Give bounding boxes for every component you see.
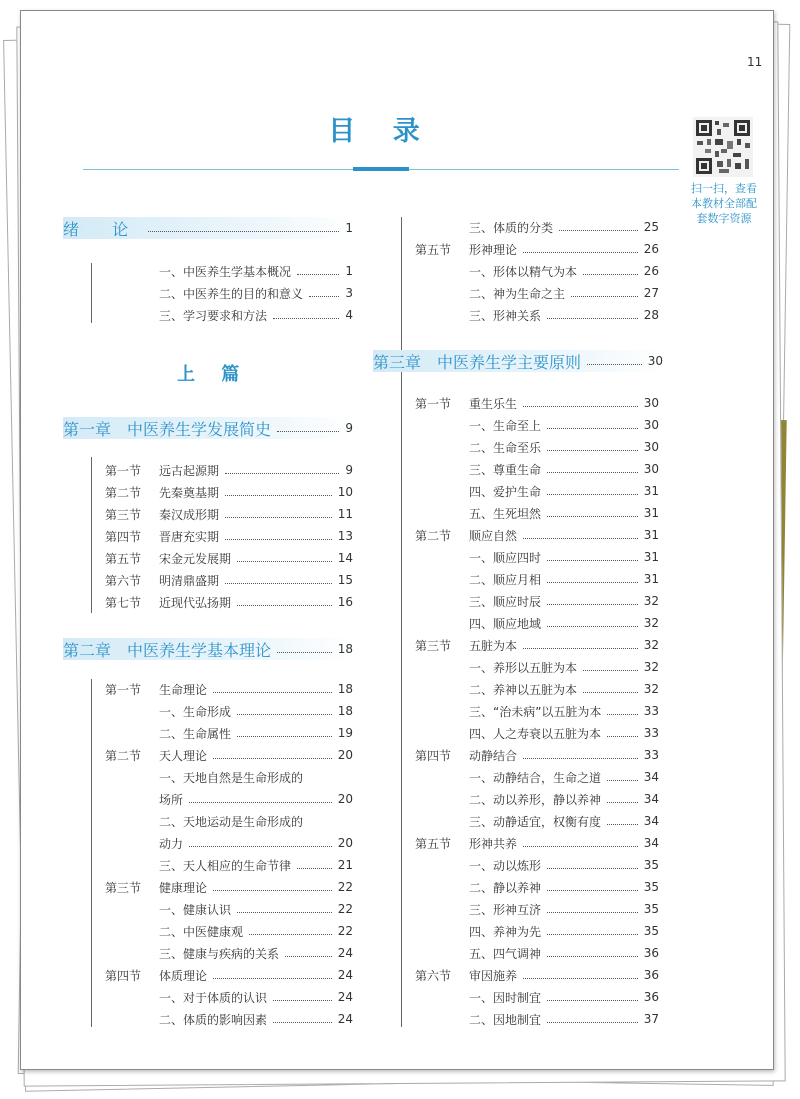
toc-subsection-entry[interactable] (415, 305, 659, 325)
entry-page-number: 28 (643, 308, 659, 322)
entry-label: 四、顺应地域 (469, 616, 542, 631)
section-number: 第六节 (415, 968, 452, 983)
leader-dots (213, 758, 332, 759)
entry-label: 二、因地制宜 (469, 1012, 542, 1027)
chapter-page-number: 18 (337, 642, 353, 656)
toc-subsection-entry[interactable] (415, 855, 659, 875)
leader-dots (237, 605, 332, 606)
chapter-title: 第二章 中医养生学基本理论 (63, 640, 272, 660)
toc-subsection-entry[interactable] (111, 283, 353, 303)
leader-dots (523, 846, 638, 847)
toc-subsection-entry[interactable] (111, 261, 353, 281)
entry-label: 一、动静结合，生命之道 (469, 770, 602, 785)
entry-page-number: 35 (643, 902, 659, 916)
leader-dots (587, 364, 642, 365)
entry-label: 一、顺应四时 (469, 550, 542, 565)
toc-subsection-entry[interactable] (105, 701, 353, 721)
leader-dots (607, 824, 638, 825)
leader-dots (523, 538, 638, 539)
entry-page-number: 24 (337, 968, 353, 982)
leader-dots (547, 934, 638, 935)
leader-dots (547, 450, 638, 451)
leader-dots (189, 846, 332, 847)
leader-dots (583, 692, 638, 693)
section-number: 第四节 (105, 529, 142, 544)
entry-label: 二、体质的影响因素 (159, 1012, 268, 1027)
entry-page-number: 27 (643, 286, 659, 300)
entry-page-number: 20 (337, 836, 353, 850)
leader-dots (249, 934, 332, 935)
entry-page-number: 30 (643, 418, 659, 432)
leader-dots (547, 582, 638, 583)
entry-page-number: 22 (337, 924, 353, 938)
section-number: 第七节 (105, 595, 142, 610)
entry-page-number: 26 (643, 242, 659, 256)
entry-page-number: 9 (345, 463, 353, 477)
toc-subsection-entry[interactable] (415, 1009, 659, 1029)
section-number: 第一节 (415, 396, 452, 411)
toc-subsection-entry[interactable] (415, 481, 659, 501)
toc-section-entry[interactable] (105, 526, 353, 546)
chapter-title: 第三章 中医养生学主要原则 (373, 352, 582, 372)
entry-page-number: 32 (643, 638, 659, 652)
leader-dots (225, 495, 332, 496)
section-number: 第二节 (105, 748, 142, 763)
entry-label: 三、健康与疾病的关系 (159, 946, 280, 961)
entry-label: 三、形神互济 (469, 902, 542, 917)
toc-subsection-entry[interactable] (415, 261, 659, 281)
toc-section-entry[interactable] (415, 393, 659, 413)
toc-subsection-entry[interactable] (415, 987, 659, 1007)
section-number: 第一节 (105, 463, 142, 478)
toc-section-entry[interactable] (105, 548, 353, 568)
entry-label: 二、神为生命之主 (469, 286, 566, 301)
toc-section-entry[interactable] (105, 504, 353, 524)
chapter-2[interactable] (63, 638, 353, 660)
entry-page-number: 33 (643, 704, 659, 718)
leader-dots (523, 978, 638, 979)
entry-page-number: 18 (337, 704, 353, 718)
entry-page-number: 34 (643, 836, 659, 850)
entry-page-number: 13 (337, 529, 353, 543)
entry-label: 二、生命属性 (159, 726, 232, 741)
entry-page-number: 31 (643, 572, 659, 586)
chapter1-guide-line (91, 457, 92, 613)
toc-subsection-entry[interactable] (105, 899, 353, 919)
chapter-title: 绪 论 (63, 219, 143, 239)
entry-label: 三、“治未病”以五脏为本 (469, 704, 602, 719)
entry-page-number: 36 (643, 946, 659, 960)
toc-section-entry[interactable] (105, 745, 353, 765)
entry-label: 一、健康认识 (159, 902, 232, 917)
entry-page-number: 30 (643, 440, 659, 454)
leader-dots (547, 428, 638, 429)
entry-label: 一、对于体质的认识 (159, 990, 268, 1005)
entry-page-number: 24 (337, 946, 353, 960)
toc-subsection-entry[interactable] (111, 305, 353, 325)
entry-label: 三、动静适宜，权衡有度 (469, 814, 602, 829)
leader-dots (225, 473, 339, 474)
toc-section-entry[interactable] (105, 570, 353, 590)
leader-dots (607, 802, 638, 803)
leader-dots (547, 626, 638, 627)
leader-dots (607, 714, 637, 715)
entry-label: 二、养神以五脏为本 (469, 682, 578, 697)
entry-label: 四、人之寿衰以五脏为本 (469, 726, 602, 741)
entry-page-number: 32 (643, 616, 659, 630)
entry-page-number: 32 (643, 594, 659, 608)
entry-label: 一、形体以精气为本 (469, 264, 578, 279)
toc-subsection-entry[interactable] (415, 591, 659, 611)
entry-label: 体质理论 (159, 968, 208, 983)
toc-section-entry[interactable] (105, 482, 353, 502)
entry-page-number: 35 (643, 858, 659, 872)
entry-page-number: 15 (337, 573, 353, 587)
leader-dots (213, 692, 332, 693)
leader-dots (559, 230, 638, 231)
leader-dots (547, 1022, 638, 1023)
entry-label: 二、静以养神 (469, 880, 542, 895)
toc-subsection-entry[interactable] (415, 789, 659, 809)
entry-page-number: 31 (643, 550, 659, 564)
leader-dots (547, 868, 638, 869)
entry-page-number: 31 (643, 484, 659, 498)
toc-section-entry[interactable] (415, 525, 659, 545)
toc-subsection-entry[interactable] (105, 723, 353, 743)
leader-dots (547, 890, 638, 891)
section-number: 第三节 (105, 880, 142, 895)
toc-subsection-entry[interactable] (415, 613, 659, 633)
toc-subsection-entry[interactable] (415, 899, 659, 919)
entry-page-number: 31 (643, 506, 659, 520)
leader-dots (297, 868, 332, 869)
qr-caption: 扫一扫，查看本教材全部配套数字资源 (691, 182, 757, 225)
leader-dots (213, 978, 332, 979)
entry-label: 重生乐生 (469, 396, 518, 411)
entry-page-number: 30 (643, 396, 659, 410)
entry-label: 三、顺应时辰 (469, 594, 542, 609)
entry-page-number: 18 (337, 682, 353, 696)
toc-section-entry[interactable] (415, 965, 659, 985)
toc-section-entry[interactable] (105, 679, 353, 699)
toc-subsection-entry[interactable] (105, 811, 353, 831)
leader-dots (607, 780, 638, 781)
leader-dots (547, 956, 638, 957)
entry-label: 三、学习要求和方法 (159, 308, 268, 323)
entry-label: 一、生命形成 (159, 704, 232, 719)
entry-page-number: 26 (643, 264, 659, 278)
entry-label: 一、因时制宜 (469, 990, 542, 1005)
leader-dots (285, 956, 332, 957)
entry-page-number: 35 (643, 924, 659, 938)
entry-label: 健康理论 (159, 880, 208, 895)
entry-label: 远古起源期 (159, 463, 220, 478)
toc-page (20, 10, 774, 1070)
leader-dots (237, 736, 332, 737)
part-title: 上 篇 (177, 364, 250, 385)
entry-page-number: 34 (643, 792, 659, 806)
entry-page-number: 24 (337, 990, 353, 1004)
leader-dots (583, 274, 638, 275)
entry-page-number: 14 (337, 551, 353, 565)
toc-subsection-entry[interactable] (415, 569, 659, 589)
toc-subsection-entry[interactable] (415, 415, 659, 435)
toc-subsection-entry[interactable] (415, 547, 659, 567)
leader-dots (523, 758, 638, 759)
chapter-1[interactable] (63, 417, 353, 439)
leader-dots (523, 648, 638, 649)
entry-label: 一、生命至上 (469, 418, 542, 433)
leader-dots (213, 890, 332, 891)
leader-dots (583, 670, 638, 671)
entry-page-number: 19 (337, 726, 353, 740)
entry-label: 二、中医养生的目的和意义 (159, 286, 304, 301)
entry-label: 明清鼎盛期 (159, 573, 220, 588)
section-number: 第三节 (415, 638, 452, 653)
leader-dots (309, 296, 339, 297)
entry-label: 三、形神关系 (469, 308, 542, 323)
entry-label: 二、天地运动是生命形成的 (159, 814, 304, 829)
section-number: 第六节 (105, 573, 142, 588)
entry-label: 二、顺应月相 (469, 572, 542, 587)
page-number: 11 (747, 55, 763, 69)
chapter-page-number: 9 (345, 421, 353, 435)
entry-label: 一、养形以五脏为本 (469, 660, 578, 675)
entry-page-number: 3 (345, 286, 353, 300)
entry-label: 天人理论 (159, 748, 208, 763)
leader-dots (225, 517, 332, 518)
toc-subsection-entry[interactable] (415, 723, 659, 743)
entry-label: 三、体质的分类 (469, 220, 554, 235)
entry-label: 动力 (159, 836, 184, 851)
section-number: 第四节 (105, 968, 142, 983)
leader-dots (237, 912, 332, 913)
leader-dots (297, 274, 339, 275)
leader-dots (547, 560, 638, 561)
entry-page-number: 36 (643, 990, 659, 1004)
entry-page-number: 36 (643, 968, 659, 982)
entry-label: 二、中医健康观 (159, 924, 244, 939)
entry-label: 一、中医养生学基本概况 (159, 264, 292, 279)
entry-label: 二、生命至乐 (469, 440, 542, 455)
section-number: 第五节 (415, 242, 452, 257)
chapter-3[interactable] (373, 350, 663, 372)
toc-subsection-entry[interactable] (105, 1009, 353, 1029)
entry-page-number: 4 (345, 308, 353, 322)
entry-page-number: 34 (643, 770, 659, 784)
toc-section-entry[interactable] (415, 745, 659, 765)
chapter-intro[interactable] (63, 217, 353, 239)
toc-section-entry[interactable] (415, 635, 659, 655)
entry-label: 四、爱护生命 (469, 484, 542, 499)
leader-dots (189, 802, 332, 803)
entry-page-number: 11 (337, 507, 353, 521)
entry-label: 动静结合 (469, 748, 518, 763)
entry-page-number: 22 (337, 880, 353, 894)
entry-label: 形神共养 (469, 836, 518, 851)
column-divider (401, 217, 402, 1027)
entry-label: 生命理论 (159, 682, 208, 697)
entry-label: 形神理论 (469, 242, 518, 257)
toc-subsection-entry[interactable] (415, 217, 659, 237)
section-number: 第五节 (415, 836, 452, 851)
entry-page-number: 25 (643, 220, 659, 234)
section-number: 第五节 (105, 551, 142, 566)
leader-dots (571, 296, 638, 297)
leader-dots (547, 318, 638, 319)
entry-page-number: 35 (643, 880, 659, 894)
toc-subsection-entry[interactable] (415, 459, 659, 479)
entry-page-number: 21 (337, 858, 353, 872)
entry-page-number: 1 (345, 264, 353, 278)
leader-dots (547, 516, 638, 517)
toc-subsection-entry[interactable] (415, 657, 659, 677)
leader-dots (547, 912, 638, 913)
toc-subsection-entry[interactable] (415, 811, 659, 831)
toc-section-entry[interactable] (105, 965, 353, 985)
leader-dots (273, 1000, 332, 1001)
chapter-page-number: 30 (647, 354, 663, 368)
entry-label: 近现代弘扬期 (159, 595, 232, 610)
section-number: 第三节 (105, 507, 142, 522)
leader-dots (547, 604, 638, 605)
toc-subsection-entry[interactable] (415, 943, 659, 963)
leader-dots (277, 652, 332, 653)
leader-dots (237, 714, 332, 715)
leader-dots (273, 1022, 332, 1023)
section-number: 第二节 (105, 485, 142, 500)
entry-label: 顺应自然 (469, 528, 518, 543)
entry-page-number: 30 (643, 462, 659, 476)
leader-dots (277, 431, 339, 432)
toc-subsection-entry[interactable] (105, 833, 353, 853)
chapter-page-number: 1 (345, 221, 353, 235)
entry-page-number: 31 (643, 528, 659, 542)
toc-subsection-entry[interactable] (415, 679, 659, 699)
toc-subsection-entry[interactable] (105, 921, 353, 941)
entry-label: 场所 (159, 792, 184, 807)
entry-page-number: 22 (337, 902, 353, 916)
entry-label: 四、养神为先 (469, 924, 542, 939)
intro-guide-line (91, 263, 92, 323)
toc-subsection-entry[interactable] (105, 987, 353, 1007)
entry-label: 一、动以炼形 (469, 858, 542, 873)
leader-dots (148, 231, 339, 232)
entry-page-number: 34 (643, 814, 659, 828)
entry-page-number: 20 (337, 748, 353, 762)
entry-label: 秦汉成形期 (159, 507, 220, 522)
leader-dots (547, 472, 638, 473)
entry-label: 三、天人相应的生命节律 (159, 858, 292, 873)
entry-page-number: 20 (337, 792, 353, 806)
entry-label: 五、四气调神 (469, 946, 542, 961)
leader-dots (547, 1000, 638, 1001)
toc-subsection-entry[interactable] (415, 767, 659, 787)
entry-label: 一、天地自然是生命形成的 (159, 770, 304, 785)
toc-section-entry[interactable] (415, 833, 659, 853)
entry-label: 五脏为本 (469, 638, 518, 653)
entry-page-number: 37 (643, 1012, 659, 1026)
toc-subsection-entry[interactable] (415, 921, 659, 941)
entry-label: 三、尊重生命 (469, 462, 542, 477)
section-number: 第四节 (415, 748, 452, 763)
section-number: 第一节 (105, 682, 142, 697)
chapter2-guide-line (91, 679, 92, 1027)
toc-subsection-entry[interactable] (415, 701, 659, 721)
page-title: 目 录 (328, 116, 434, 147)
toc-section-entry[interactable] (105, 460, 353, 480)
toc-subsection-entry[interactable] (105, 855, 353, 875)
toc-subsection-entry[interactable] (415, 437, 659, 457)
entry-page-number: 24 (337, 1012, 353, 1026)
toc-section-entry[interactable] (105, 592, 353, 612)
qr-code-icon[interactable] (693, 117, 753, 177)
entry-label: 宋金元发展期 (159, 551, 232, 566)
toc-section-entry[interactable] (415, 239, 659, 259)
entry-label: 二、动以养形，静以养神 (469, 792, 602, 807)
title-divider-accent (353, 167, 409, 171)
leader-dots (607, 736, 638, 737)
entry-label: 先秦奠基期 (159, 485, 220, 500)
toc-subsection-entry[interactable] (415, 503, 659, 523)
toc-subsection-entry[interactable] (105, 789, 353, 809)
toc-section-entry[interactable] (105, 877, 353, 897)
entry-page-number: 32 (643, 660, 659, 674)
leader-dots (523, 252, 638, 253)
leader-dots (225, 539, 332, 540)
entry-label: 晋唐充实期 (159, 529, 220, 544)
toc-subsection-entry[interactable] (415, 877, 659, 897)
toc-subsection-entry[interactable] (415, 283, 659, 303)
toc-subsection-entry[interactable] (105, 767, 353, 787)
section-number: 第二节 (415, 528, 452, 543)
entry-page-number: 16 (337, 595, 353, 609)
leader-dots (273, 318, 339, 319)
entry-page-number: 33 (643, 748, 659, 762)
entry-page-number: 33 (643, 726, 659, 740)
leader-dots (523, 406, 638, 407)
toc-subsection-entry[interactable] (105, 943, 353, 963)
leader-dots (237, 561, 332, 562)
entry-label: 审因施养 (469, 968, 518, 983)
leader-dots (225, 583, 332, 584)
leader-dots (547, 494, 638, 495)
entry-page-number: 10 (337, 485, 353, 499)
chapter-title: 第一章 中医养生学发展简史 (63, 419, 272, 439)
entry-page-number: 32 (643, 682, 659, 696)
entry-label: 五、生死坦然 (469, 506, 542, 521)
